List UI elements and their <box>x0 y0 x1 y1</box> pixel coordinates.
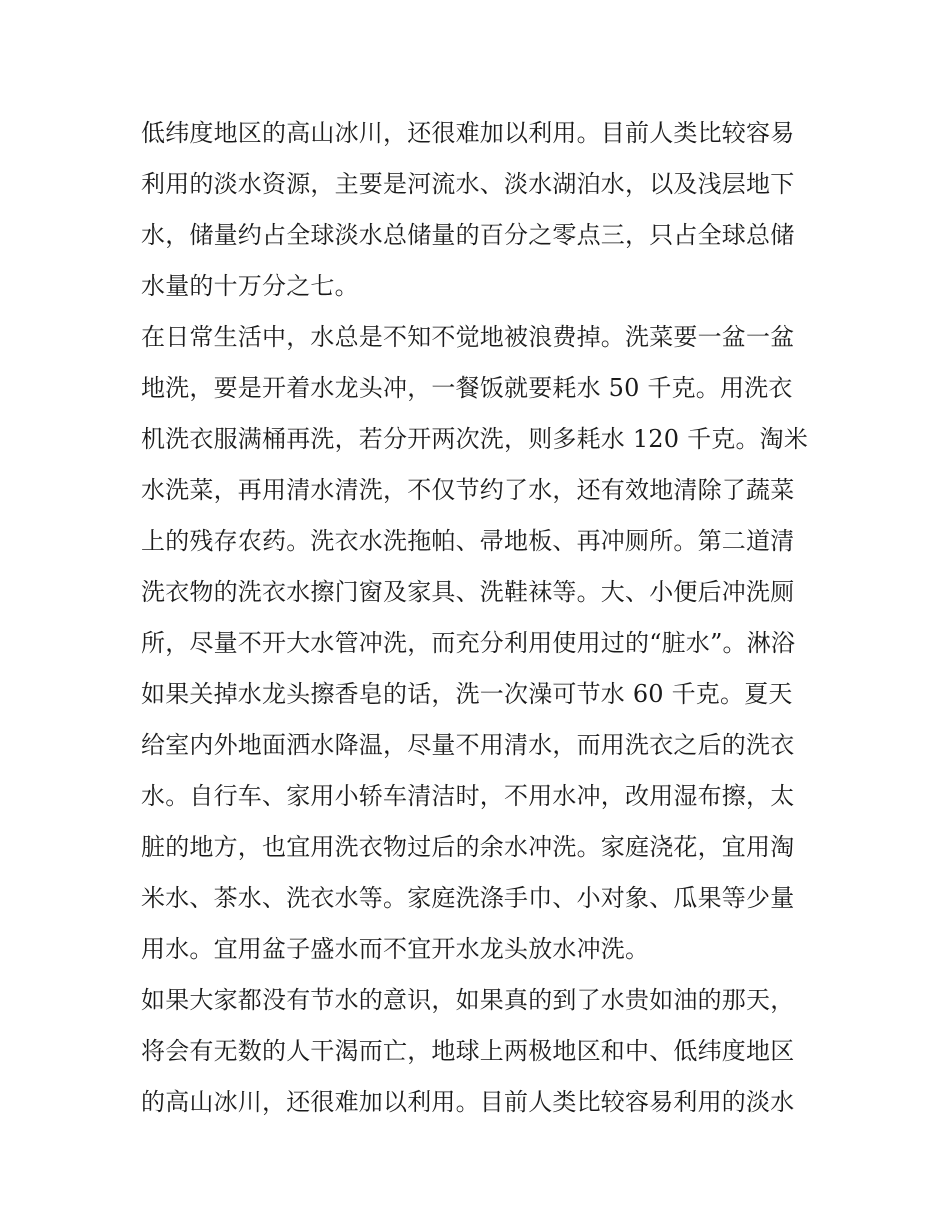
text-line: 给室内外地面洒水降温，尽量不用清水，而用洗衣之后的洗衣 <box>141 731 795 759</box>
text-line: 地洗，要是开着水龙头冲，一餐饭就要耗水 50 千克。用洗衣 <box>141 374 793 402</box>
text-line: 水量的十万分之七。 <box>141 272 359 300</box>
text-line: 所，尽量不开大水管冲洗，而充分利用使用过的“脏水”。淋浴 <box>141 629 796 657</box>
text-line: 的高山冰川，还很难加以利用。目前人类比较容易利用的淡水 <box>141 1088 795 1116</box>
text-line: 用水。宜用盆子盛水而不宜开水龙头放水冲洗。 <box>141 935 650 963</box>
text-line: 利用的淡水资源，主要是河流水、淡水湖泊水，以及浅层地下 <box>141 170 795 198</box>
text-line: 洗衣物的洗衣水擦门窗及家具、洗鞋袜等。大、小便后冲洗厕 <box>141 578 795 606</box>
text-line: 水。自行车、家用小轿车清洁时，不用水冲，改用湿布擦，太 <box>141 782 795 810</box>
text-line: 如果关掉水龙头擦香皂的话，洗一次澡可节水 60 千克。夏天 <box>141 680 793 708</box>
text-line: 机洗衣服满桶再洗，若分开两次洗，则多耗水 120 千克。淘米 <box>141 425 809 453</box>
text-line: 水洗菜，再用清水清洗，不仅节约了水，还有效地清除了蔬菜 <box>141 476 795 504</box>
text-line: 将会有无数的人干渴而亡，地球上两极地区和中、低纬度地区 <box>141 1037 795 1065</box>
text-line: 脏的地方，也宜用洗衣物过后的余水冲洗。家庭浇花，宜用淘 <box>141 833 795 861</box>
text-line: 水，储量约占全球淡水总储量的百分之零点三，只占全球总储 <box>141 221 795 249</box>
body-text <box>141 108 821 1128</box>
text-line: 在日常生活中，水总是不知不觉地被浪费掉。洗菜要一盆一盆 <box>141 323 795 351</box>
text-line: 低纬度地区的高山冰川，还很难加以利用。目前人类比较容易 <box>141 119 795 147</box>
text-line: 上的残存农药。洗衣水洗拖帕、帚地板、再冲厕所。第二道清 <box>141 527 795 555</box>
text-line: 如果大家都没有节水的意识，如果真的到了水贵如油的那天， <box>141 986 795 1014</box>
text-line: 米水、茶水、洗衣水等。家庭洗涤手巾、小对象、瓜果等少量 <box>141 884 795 912</box>
